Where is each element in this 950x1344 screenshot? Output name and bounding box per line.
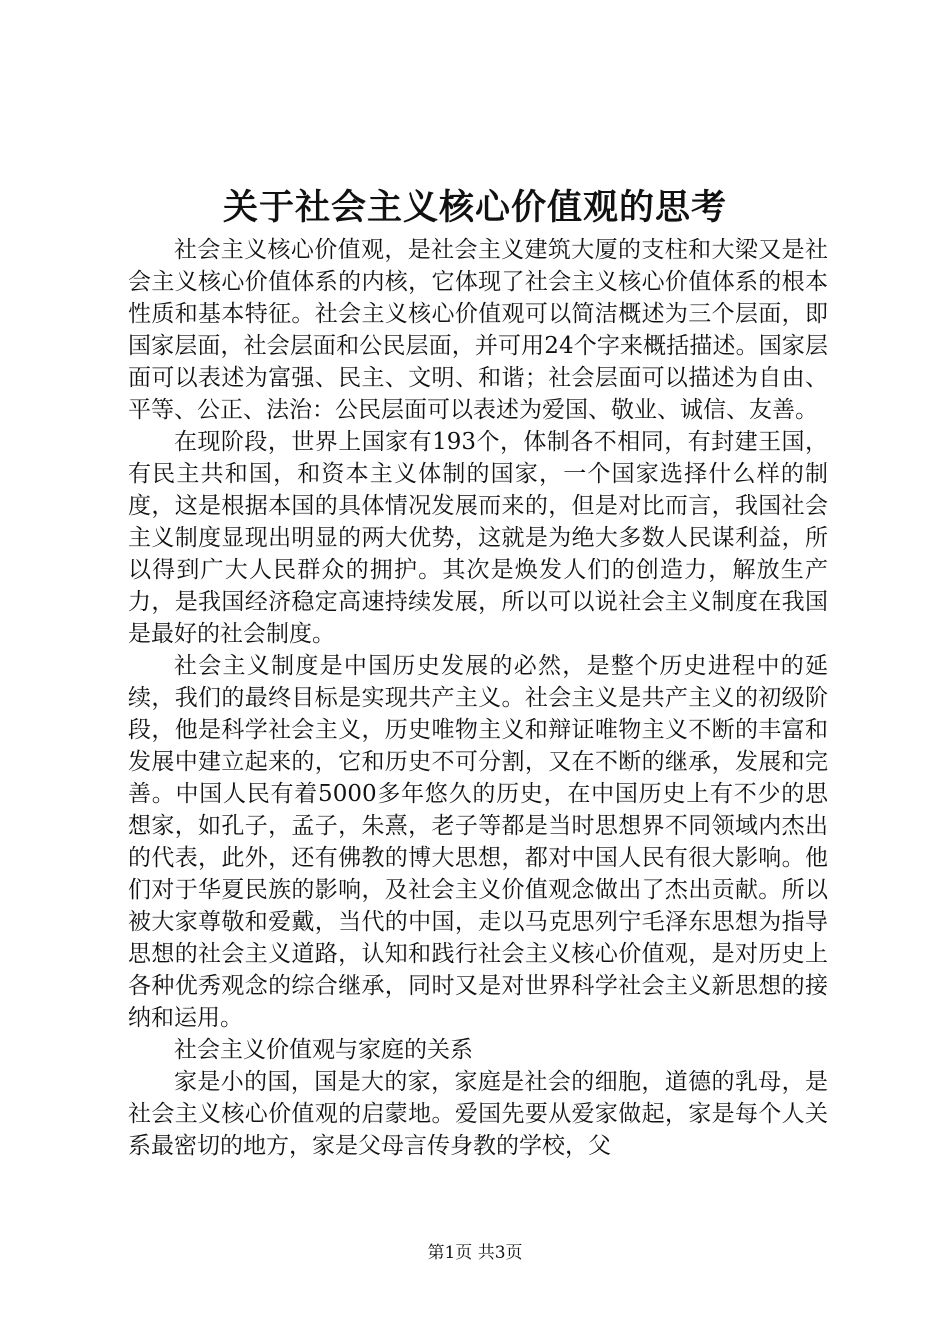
paragraph-family: 家是小的国，国是大的家，家庭是社会的细胞，道德的乳母，是社会主义核心价值观的启蒙地。爱国先要从爱家做起，家是每个人关系最密切的地方，家是父母言传身教的学校，父 <box>128 1069 828 1159</box>
document-body <box>128 234 828 1162</box>
section-heading-family: 社会主义价值观与家庭的关系 <box>174 1037 473 1063</box>
paragraph-historical-necessity: 社会主义制度是中国历史发展的必然，是整个历史进程中的延续，我们的最终目标是实现共产主义。社会主义是共产主义的初级阶段，他是科学社会主义，历史唯物主义和辩证唯物主义不断的丰富和发展中建立起来的，它和历史不可分割，又在不断的继承，发展和完善。中国人民有着5000多年悠久的历史，在中国历史上有不少的思想家，如孔子，孟子，朱熹，老子等都是当时思想界不同领域内杰出的代表，此外，还有佛教的博大思想，都对中国人民有很大影响。他们对于华夏民族的影响，及社会主义价值观念做出了杰出贡献。所以被大家尊敬和爱戴，当代的中国，走以马克思列宁毛泽东思想为指导思想的社会主义道路，认知和践行社会主义核心价值观，是对历史上各种优秀观念的综合继承，同时又是对世界科学社会主义新思想的接纳和运用。 <box>128 653 828 1031</box>
paragraph-core-values: 社会主义核心价值观，是社会主义建筑大厦的支柱和大梁又是社会主义核心价值体系的内核，它体现了社会主义核心价值体系的根本性质和基本特征。社会主义核心价值观可以简洁概述为三个层面，即国家层面，社会层面和公民层面，并可用24个字来概括描述。国家层面可以表述为富强、民主、文明、和谐；社会层面可以描述为自由、平等、公正、法治：公民层面可以表述为爱国、敬业、诚信、友善。 <box>128 237 828 423</box>
page-title: 关于社会主义核心价值观的思考 <box>222 187 727 228</box>
paragraph-socialist-system-advantages: 在现阶段，世界上国家有193个，体制各不相同，有封建王国，有民主共和国，和资本主义体制的国家，一个国家选择什么样的制度，这是根据本国的具体情况发展而来的，但是对比而言，我国社会主义制度显现出明显的两大优势，这就是为绝大多数人民谋利益，所以得到广大人民群众的拥护。其次是焕发人们的创造力，解放生产力，是我国经济稳定高速持续发展，所以可以说社会主义制度在我国是最好的社会制度。 <box>128 429 828 647</box>
page-footer: 第1页 共3页 <box>427 1243 523 1263</box>
